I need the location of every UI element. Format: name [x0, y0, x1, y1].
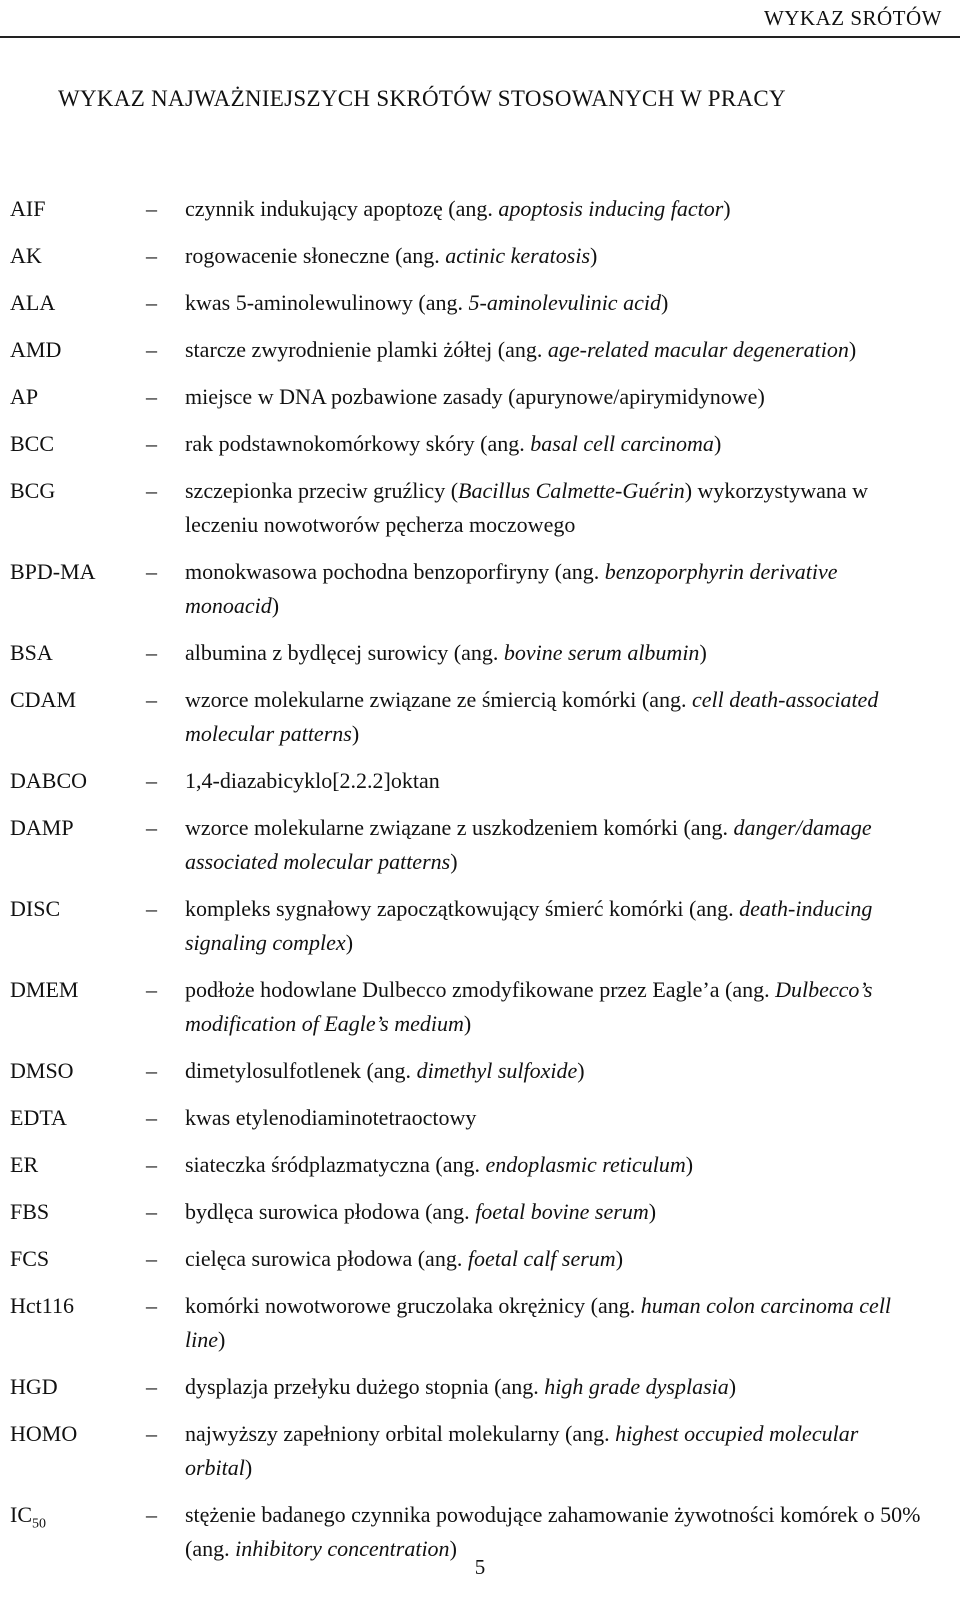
definition-text: starcze zwyrodnienie plamki żółtej (ang.: [185, 337, 548, 362]
definition-english-term: foetal calf serum: [467, 1246, 616, 1271]
entry-dash: –: [146, 977, 157, 1002]
definition-suffix: ): [345, 930, 354, 955]
definition-english-term: dimethyl sulfoxide: [416, 1058, 578, 1083]
list-item: [0, 636, 960, 670]
abbreviation-definition: [185, 764, 930, 798]
abbreviation-term: DMEM: [10, 977, 79, 1002]
definition-suffix: ): [713, 431, 722, 456]
abbreviation-definition: [185, 239, 930, 273]
definition-text: podłoże hodowlane Dulbecco zmodyfikowane przez Eagle’a (ang.: [185, 977, 776, 1002]
entry-dash: –: [146, 290, 157, 315]
definition-suffix: ): [728, 1374, 737, 1399]
definition-english-term: human colon carcinoma cell line: [185, 1293, 892, 1352]
abbreviation-term: BCC: [10, 431, 55, 456]
definition-text: dimetylosulfotlenek (ang.: [185, 1058, 417, 1083]
abbreviation-definition: [185, 474, 930, 542]
definition-text: cielęca surowica płodowa (ang.: [185, 1246, 468, 1271]
definition-suffix: ): [271, 593, 280, 618]
definition-english-term: danger/damage associated molecular patterns: [185, 815, 872, 874]
definition-text: monokwasowa pochodna benzoporfiryny (ang.: [185, 559, 605, 584]
entry-dash: –: [146, 384, 157, 409]
abbreviation-definition: [185, 555, 930, 623]
list-item: [0, 683, 960, 751]
abbreviation-definition: [185, 1101, 930, 1135]
entry-dash: –: [146, 559, 157, 584]
definition-text: miejsce w DNA pozbawione zasady (apurynowe/apirymidynowe): [185, 384, 765, 409]
list-item: [0, 555, 960, 623]
list-item: [0, 764, 960, 798]
definition-suffix: ): [848, 337, 857, 362]
definition-suffix: ): [450, 849, 458, 874]
list-item: [0, 1054, 960, 1088]
abbreviation-definition: [185, 683, 930, 751]
definition-suffix: ): [218, 1327, 226, 1352]
definition-english-term: bovine serum albumin: [503, 640, 700, 665]
abbreviation-definition: [185, 636, 930, 670]
entry-dash: –: [146, 1199, 157, 1224]
definition-english-term: actinic keratosis: [445, 243, 591, 268]
definition-text: czynnik indukujący apoptozę (ang.: [185, 196, 499, 221]
definition-english-term: Bacillus Calmette-Guérin: [458, 478, 685, 503]
definition-english-term: foetal bovine serum: [475, 1199, 649, 1224]
definition-suffix: ): [590, 243, 598, 268]
running-header: [0, 0, 960, 38]
list-item: [0, 333, 960, 367]
list-item: [0, 973, 960, 1041]
definition-suffix: ) wykorzystywana w leczeniu nowotworów pęcherza moczowego: [185, 478, 869, 537]
abbreviation-definition: [185, 1417, 930, 1485]
definition-text: albumina z bydlęcej surowicy (ang.: [185, 640, 504, 665]
definition-text: kwas 5-aminolewulinowy (ang.: [185, 290, 469, 315]
abbreviation-definition: [185, 1370, 930, 1404]
abbreviation-definition: [185, 1148, 930, 1182]
list-item: [0, 892, 960, 960]
list-item: [0, 1195, 960, 1229]
entry-dash: –: [146, 896, 157, 921]
definition-suffix: ): [615, 1246, 624, 1271]
abbreviation-term: ER: [10, 1152, 39, 1177]
definition-text: komórki nowotworowe gruczolaka okrężnicy (ang.: [185, 1293, 641, 1318]
list-item: [0, 427, 960, 461]
abbreviation-definition: [185, 1289, 930, 1357]
abbreviation-term: $IC_{50}$: [10, 1502, 46, 1532]
list-item: [0, 1148, 960, 1182]
list-item: [0, 1242, 960, 1276]
definition-suffix: ): [449, 1536, 457, 1561]
list-item: [0, 1101, 960, 1135]
definition-suffix: ): [685, 1152, 694, 1177]
abbreviation-term: AIF: [10, 196, 46, 221]
list-item: [0, 239, 960, 273]
definition-suffix: ): [463, 1011, 472, 1036]
abbreviation-term: DAMP: [10, 815, 74, 840]
abbreviation-term: DABCO: [10, 768, 88, 793]
entry-dash: –: [146, 1105, 157, 1130]
page-title: WYKAZ NAJWAŻNIEJSZYCH SKRÓTÓW STOSOWANYCH W PRACY: [58, 86, 786, 111]
definition-suffix: ): [699, 640, 707, 665]
list-item: [0, 286, 960, 320]
definition-suffix: ): [648, 1199, 657, 1224]
entry-dash: –: [146, 431, 157, 456]
definition-english-term: cell death-associated molecular patterns: [185, 687, 879, 746]
entry-dash: –: [146, 1152, 157, 1177]
abbreviation-definition: [185, 973, 930, 1041]
entry-dash: –: [146, 1293, 157, 1318]
abbreviation-term: ALA: [10, 290, 56, 315]
entry-dash: –: [146, 1421, 157, 1446]
definition-english-term: endoplasmic reticulum: [485, 1152, 686, 1177]
definition-text: kwas etylenodiaminotetraoctowy: [185, 1105, 477, 1130]
abbreviation-term: Hct116: [10, 1293, 74, 1318]
list-item: [0, 192, 960, 226]
list-item: [0, 1417, 960, 1485]
definition-english-term: death-inducing signaling complex: [185, 896, 873, 955]
abbreviation-definition: [185, 286, 930, 320]
definition-english-term: apoptosis inducing factor: [498, 196, 724, 221]
definition-english-term: Dulbecco’s modification of Eagle’s medium: [185, 977, 873, 1036]
definition-english-term: highest occupied molecular orbital: [185, 1421, 859, 1480]
definition-text: stężenie badanego czynnika powodujące zahamowanie żywotności komórek o 50% (ang.: [185, 1502, 921, 1561]
entry-dash: –: [146, 1058, 157, 1083]
abbreviation-definition: [185, 192, 930, 226]
list-item: [0, 380, 960, 414]
entry-dash: –: [146, 243, 157, 268]
definition-english-term: basal cell carcinoma: [530, 431, 714, 456]
definition-text: siateczka śródplazmatyczna (ang.: [185, 1152, 486, 1177]
entry-dash: –: [146, 687, 157, 712]
abbreviation-term: CDAM: [10, 687, 77, 712]
definition-suffix: ): [244, 1455, 253, 1480]
entry-dash: –: [146, 1374, 157, 1399]
abbreviation-term: AK: [10, 243, 42, 268]
definition-text: szczepionka przeciw gruźlicy (: [185, 478, 459, 503]
abbreviation-term: AMD: [10, 337, 62, 362]
definition-text: bydlęca surowica płodowa (ang.: [185, 1199, 476, 1224]
definition-english-term: high grade dysplasia: [544, 1374, 729, 1399]
abbreviation-term: HOMO: [10, 1421, 78, 1446]
definition-suffix: ): [577, 1058, 585, 1083]
abbreviation-term: DISC: [10, 896, 61, 921]
definition-english-term: age-related macular degeneration: [547, 337, 849, 362]
definition-english-term: 5-aminolevulinic acid: [468, 290, 661, 315]
entry-dash: –: [146, 1246, 157, 1271]
list-item: [0, 811, 960, 879]
abbreviation-term: FCS: [10, 1246, 50, 1271]
definition-text: najwyższy zapełniony orbital molekularny (ang.: [185, 1421, 616, 1446]
definition-suffix: ): [723, 196, 731, 221]
abbreviation-term: BPD-MA: [10, 559, 96, 584]
entry-dash: –: [146, 640, 157, 665]
abbreviation-definition: [185, 1054, 930, 1088]
abbreviation-definition: [185, 427, 930, 461]
entry-dash: –: [146, 196, 157, 221]
entry-dash: –: [146, 768, 157, 793]
abbreviation-term: DMSO: [10, 1058, 74, 1083]
entry-dash: –: [146, 815, 157, 840]
definition-suffix: ): [351, 721, 360, 746]
entry-dash: –: [146, 1502, 157, 1527]
abbreviation-definition: [185, 1195, 930, 1229]
abbreviation-definition: [185, 1242, 930, 1276]
page-number: 5: [474, 1555, 486, 1579]
abbreviation-term: FBS: [10, 1199, 50, 1224]
abbreviation-term: AP: [10, 384, 39, 409]
definition-english-term: inhibitory concentration: [235, 1536, 450, 1561]
abbreviation-term: BSA: [10, 640, 53, 665]
definition-text: wzorce molekularne związane z uszkodzeniem komórki (ang.: [185, 815, 734, 840]
definition-text: rak podstawnokomórkowy skóry (ang.: [185, 431, 531, 456]
definition-text: dysplazja przełyku dużego stopnia (ang.: [185, 1374, 545, 1399]
abbreviation-definition: [185, 811, 930, 879]
abbreviation-list: [0, 192, 960, 1579]
list-item: [0, 474, 960, 542]
abbreviation-term: HGD: [10, 1374, 58, 1399]
definition-text: wzorce molekularne związane ze śmiercią komórki (ang.: [185, 687, 692, 712]
definition-text: kompleks sygnałowy zapoczątkowujący śmierć komórki (ang.: [185, 896, 740, 921]
abbreviation-term: BCG: [10, 478, 56, 503]
definition-text: rogowacenie słoneczne (ang.: [185, 243, 446, 268]
entry-dash: –: [146, 337, 157, 362]
entry-dash: –: [146, 478, 157, 503]
abbreviation-definition: [185, 380, 930, 414]
running-header-title: WYKAZ SRÓTÓW: [763, 6, 942, 30]
definition-suffix: ): [660, 290, 669, 315]
definition-text: 1,4-diazabicyklo[2.2.2]oktan: [185, 768, 440, 793]
abbreviation-term: EDTA: [10, 1105, 67, 1130]
list-item: [0, 1370, 960, 1404]
abbreviation-definition: [185, 333, 930, 367]
abbreviation-definition: [185, 892, 930, 960]
list-item: [0, 1289, 960, 1357]
definition-english-term: benzoporphyrin derivative monoacid: [185, 559, 838, 618]
